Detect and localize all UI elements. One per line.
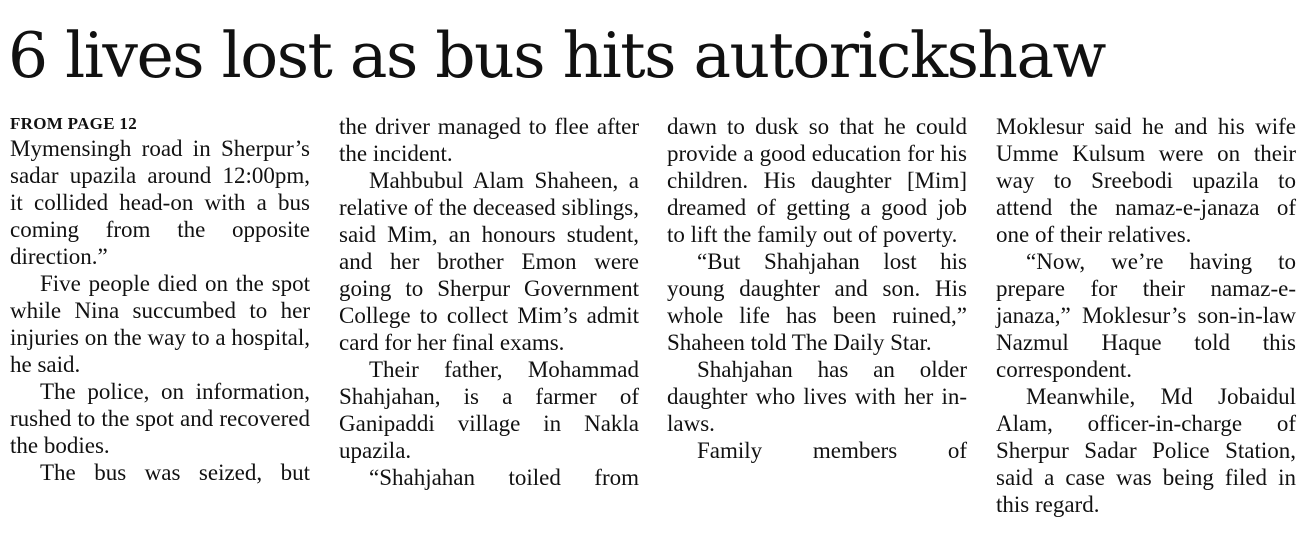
paragraph: dawn to dusk so that he could provide a good education for his children. His daughter [Mim] dreamed of getting a good job to lift the family out of poverty. bbox=[667, 114, 967, 247]
paragraph: Family members of bbox=[697, 438, 967, 463]
paragraph: Their father, Mohammad Shahjahan, is a farmer of Ganipaddi village in Nakla upazila. bbox=[339, 357, 639, 463]
paragraph: the driver managed to flee after the incident. bbox=[339, 114, 639, 166]
paragraph: Moklesur said he and his wife Umme Kulsum were on their way to Sreebodi upazila to attend the namaz-e-janaza of one of their relatives. bbox=[996, 114, 1296, 247]
paragraph: The police, on information, rushed to the spot and recovered the bodies. bbox=[10, 379, 310, 458]
paragraph: Five people died on the spot while Nina succumbed to her injuries on the way to a hospital, he said. bbox=[10, 271, 310, 377]
paragraph: Mahbubul Alam Shaheen, a relative of the deceased siblings, said Mim, an honours student, and her brother Emon were going to Sherpur Government College to collect Mim’s admit card for her final exams. bbox=[339, 168, 639, 355]
column-1 bbox=[10, 113, 310, 486]
headline: 6 lives lost as bus hits autorickshaw bbox=[8, 19, 1105, 92]
jump-line: FROM PAGE 12 bbox=[10, 114, 137, 133]
column-3 bbox=[667, 113, 967, 464]
paragraph: Shahjahan has an older daughter who lives with her in-laws. bbox=[667, 357, 967, 436]
paragraph: “Now, we’re having to prepare for their namaz-e-janaza,” Moklesur’s son-in-law Nazmul Haque told this correspondent. bbox=[996, 249, 1296, 382]
column-4 bbox=[996, 113, 1296, 518]
paragraph: The bus was seized, but bbox=[40, 460, 310, 485]
paragraph: “Shahjahan toiled from bbox=[369, 465, 639, 490]
paragraph: Mymensingh road in Sherpur’s sadar upazila around 12:00pm, it collided head-on with a bus coming from the opposite direction.” bbox=[10, 136, 310, 269]
paragraph: Meanwhile, Md Jobaidul Alam, officer-in-charge of Sherpur Sadar Police Station, said a case was being filed in this regard. bbox=[996, 384, 1296, 517]
column-2 bbox=[339, 113, 639, 491]
paragraph: “But Shahjahan lost his young daughter and son. His whole life has been ruined,” Shaheen told The Daily Star. bbox=[667, 249, 967, 355]
